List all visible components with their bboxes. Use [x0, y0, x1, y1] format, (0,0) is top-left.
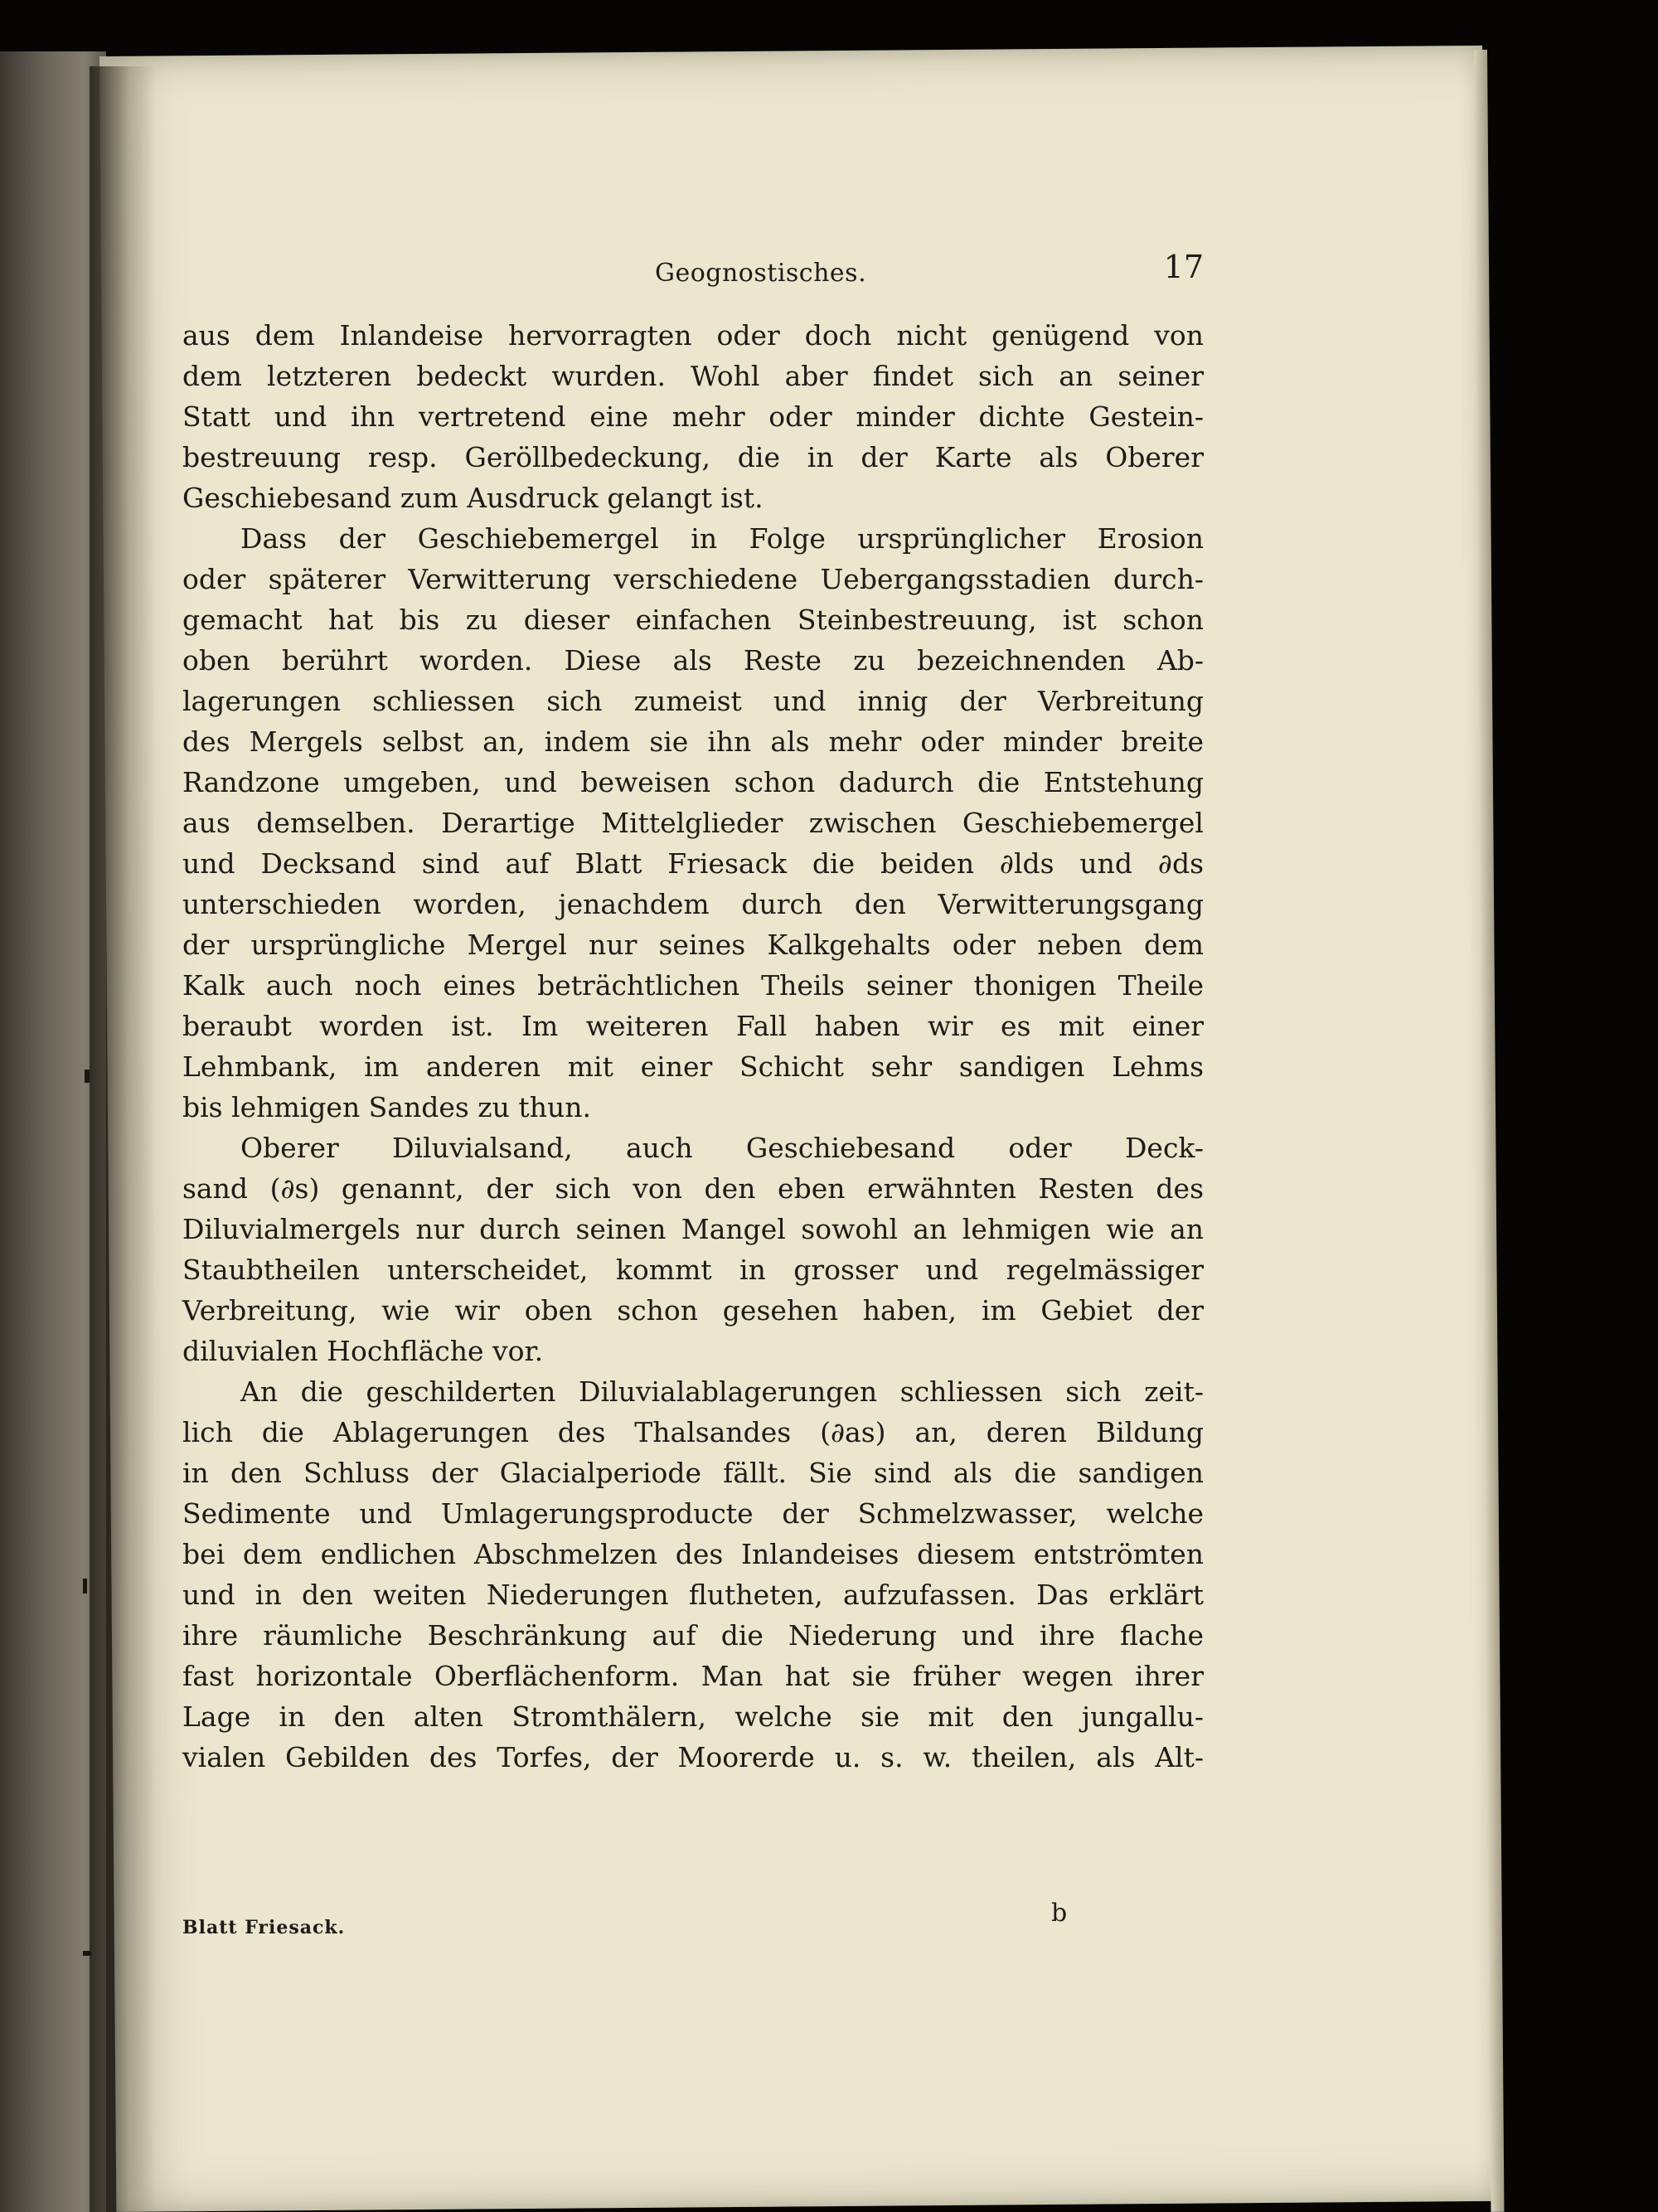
text-line: Dass der Geschiebemergel in Folge ursprünglicher Erosion [240, 522, 1204, 555]
paragraph-1 [182, 315, 1204, 518]
text-line: unterschieden worden, jenachdem durch den Verwitterungsgang [182, 888, 1204, 920]
signature-mark: b [1051, 1899, 1068, 1928]
text-line: Kalk auch noch eines beträchtlichen Theils seiner thonigen Theile [182, 969, 1204, 1002]
running-head: Geognostisches. [655, 259, 867, 288]
text-line: Statt und ihn vertretend eine mehr oder minder dichte Gestein- [182, 400, 1204, 433]
text-line: Lage in den alten Stromthälern, welche sie mit den jungallu- [182, 1700, 1204, 1733]
paragraph-3 [182, 1128, 1204, 1371]
text-line: bestreuung resp. Geröllbedeckung, die in der Karte als Oberer [182, 441, 1204, 473]
text-line: aus dem Inlandeise hervorragten oder doch nicht genügend von [182, 319, 1204, 352]
text-line: bis lehmigen Sandes zu thun. [182, 1091, 591, 1123]
text-line: oder späterer Verwitterung verschiedene Uebergangsstadien durch- [182, 563, 1204, 595]
text-line: Sedimente und Umlagerungsproducte der Schmelzwasser, welche [182, 1497, 1204, 1530]
margin-mark [85, 1070, 90, 1083]
text-line: des Mergels selbst an, indem sie ihn als mehr oder minder breite [182, 725, 1204, 758]
text-line: An die geschilderten Diluvialablagerungen schliessen sich zeit- [240, 1375, 1204, 1408]
gutter-shadow [90, 66, 156, 2212]
text-line: Lehmbank, im anderen mit einer Schicht sehr sandigen Lehms [182, 1050, 1204, 1083]
text-line: und Decksand sind auf Blatt Friesack die beiden ∂lds und ∂ds [182, 847, 1204, 880]
text-line: oben berührt worden. Diese als Reste zu bezeichnenden Ab- [182, 644, 1204, 677]
text-line: fast horizontale Oberflächenform. Man hat sie früher wegen ihrer [182, 1660, 1204, 1692]
text-line: aus demselben. Derartige Mittelglieder zwischen Geschiebemergel [182, 807, 1204, 839]
text-line: Staubtheilen unterscheidet, kommt in grosser und regelmässiger [182, 1254, 1204, 1286]
text-line: Geschiebesand zum Ausdruck gelangt ist. [182, 482, 764, 514]
margin-mark [83, 1951, 91, 1956]
paragraph-2 [182, 518, 1204, 1128]
page-header [182, 249, 1204, 298]
text-line: Oberer Diluvialsand, auch Geschiebesand oder Deck- [240, 1132, 1204, 1164]
text-line: und in den weiten Niederungen flutheten, aufzufassen. Das erklärt [182, 1579, 1204, 1611]
text-line: bei dem endlichen Abschmelzen des Inlandeises diesem entströmten [182, 1538, 1204, 1570]
body-text [182, 315, 1204, 1778]
text-line: Randzone umgeben, und beweisen schon dadurch die Entstehung [182, 766, 1204, 798]
text-line: vialen Gebilden des Torfes, der Moorerde u. s. w. theilen, als Alt- [182, 1741, 1204, 1773]
page-number: 17 [1163, 249, 1204, 285]
text-line: diluvialen Hochfläche vor. [182, 1335, 544, 1367]
text-line: dem letzteren bedeckt wurden. Wohl aber findet sich an seiner [182, 360, 1204, 392]
text-line: ihre räumliche Beschränkung auf die Niederung und ihre flache [182, 1619, 1204, 1652]
text-line: beraubt worden ist. Im weiteren Fall haben wir es mit einer [182, 1010, 1204, 1042]
text-line: Diluvialmergels nur durch seinen Mangel sowohl an lehmigen wie an [182, 1213, 1204, 1245]
margin-mark [83, 1579, 87, 1594]
text-line: sand (∂s) genannt, der sich von den eben erwähnten Resten des [182, 1172, 1204, 1205]
text-line: lich die Ablagerungen des Thalsandes (∂as) an, deren Bildung [182, 1416, 1204, 1448]
sheet-name: Blatt Friesack. [182, 1917, 346, 1938]
text-line: in den Schluss der Glacialperiode fällt. Sie sind als die sandigen [182, 1457, 1204, 1489]
text-line: gemacht hat bis zu dieser einfachen Steinbestreuung, ist schon [182, 604, 1204, 636]
text-line: Verbreitung, wie wir oben schon gesehen haben, im Gebiet der [182, 1294, 1204, 1327]
text-line: lagerungen schliessen sich zumeist und innig der Verbreitung [182, 685, 1204, 717]
text-line: der ursprüngliche Mergel nur seines Kalkgehalts oder neben dem [182, 929, 1204, 961]
paragraph-4 [182, 1371, 1204, 1778]
